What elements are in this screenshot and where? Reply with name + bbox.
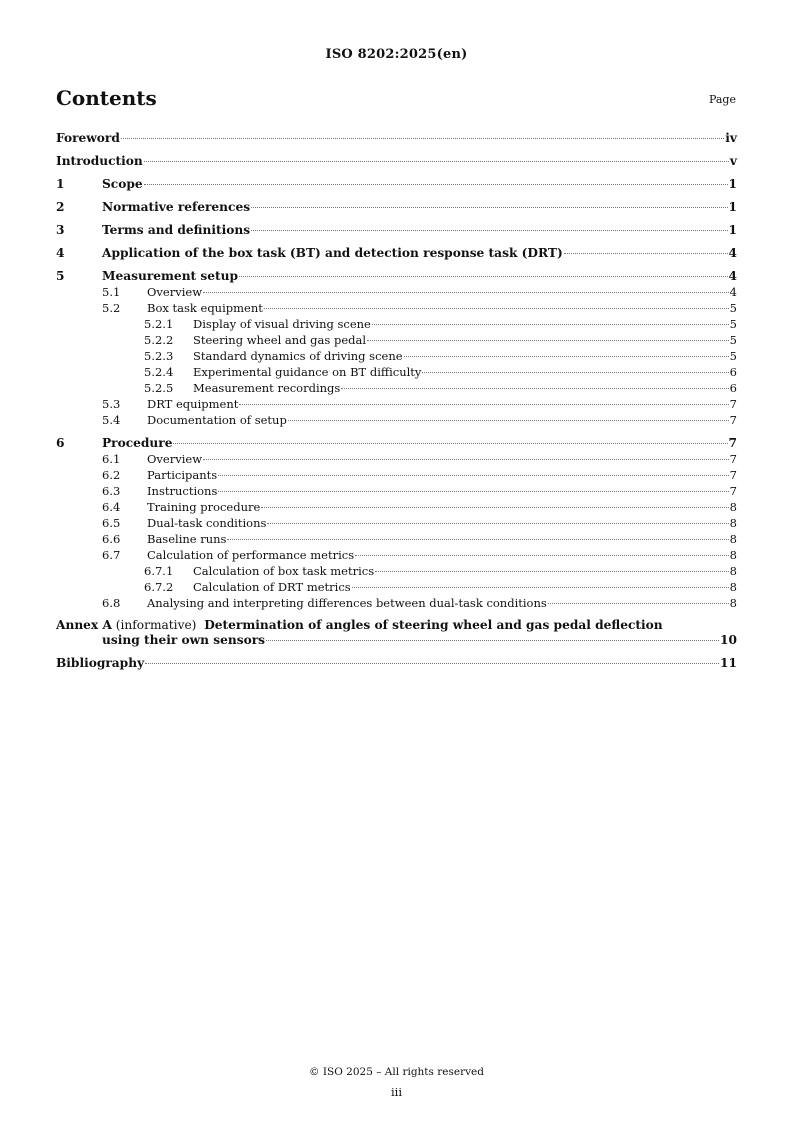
dot-leader bbox=[251, 230, 727, 231]
toc-entry-page: 4 bbox=[728, 269, 737, 283]
toc-entry[interactable] bbox=[56, 176, 737, 192]
toc-entry-page: 1 bbox=[728, 223, 737, 237]
toc-entry-page: 1 bbox=[728, 177, 737, 191]
toc-entry-number: 6.7 bbox=[102, 548, 121, 562]
dot-leader bbox=[251, 207, 727, 208]
footer-copyright: © ISO 2025 – All rights reserved bbox=[309, 1066, 484, 1078]
toc-entry-title: Procedure bbox=[102, 436, 173, 450]
toc-entry-title: Participants bbox=[147, 468, 218, 482]
toc-entry[interactable] bbox=[56, 380, 737, 396]
toc-entry-page: 4 bbox=[728, 246, 737, 260]
dot-leader bbox=[261, 507, 728, 508]
toc-entry-number: 6.7.2 bbox=[144, 580, 174, 594]
dot-leader bbox=[352, 587, 729, 588]
toc-entry[interactable] bbox=[56, 268, 737, 284]
toc-entry-page: v bbox=[729, 154, 737, 168]
toc-entry-title: Calculation of performance metrics bbox=[147, 548, 355, 562]
annex-label: Annex A bbox=[56, 618, 112, 632]
toc-entry-page: 8 bbox=[729, 532, 737, 546]
toc-entry[interactable] bbox=[56, 563, 737, 579]
toc-entry-page: 7 bbox=[729, 468, 737, 482]
toc-entry-page: 8 bbox=[729, 580, 737, 594]
toc-entry-page: 7 bbox=[728, 436, 737, 450]
toc-entry-number: 6.7.1 bbox=[144, 564, 174, 578]
annex-page: 10 bbox=[720, 633, 737, 647]
dot-leader bbox=[267, 523, 728, 524]
toc-entry-page: 4 bbox=[729, 285, 737, 299]
toc-entry-title: Display of visual driving scene bbox=[193, 317, 371, 331]
toc-entry-page: 8 bbox=[729, 564, 737, 578]
toc-entry-number: 6.5 bbox=[102, 516, 121, 530]
dot-leader bbox=[375, 571, 729, 572]
toc-entry[interactable] bbox=[56, 435, 737, 451]
dot-leader bbox=[404, 356, 729, 357]
toc-entry[interactable] bbox=[56, 595, 737, 611]
toc-entry[interactable] bbox=[56, 284, 737, 300]
toc-entry-number: 5.2.4 bbox=[144, 365, 174, 379]
toc-entry-number: 6.8 bbox=[102, 596, 121, 610]
toc-entry-number: 3 bbox=[56, 223, 65, 237]
toc-entry-title: Terms and definitions bbox=[102, 223, 251, 237]
toc-entry-number: 5.4 bbox=[102, 413, 121, 427]
toc-entry-title: Training procedure bbox=[147, 500, 261, 514]
toc-entry-title: Measurement setup bbox=[102, 269, 239, 283]
dot-leader bbox=[145, 663, 719, 664]
dot-leader bbox=[144, 161, 729, 162]
toc-entry-number: 6.1 bbox=[102, 452, 121, 466]
toc-entry-title: Calculation of DRT metrics bbox=[193, 580, 351, 594]
dot-leader bbox=[218, 475, 729, 476]
toc-entry-title: Normative references bbox=[102, 200, 251, 214]
toc-entry[interactable] bbox=[56, 364, 737, 380]
toc-entry-title: Experimental guidance on BT difficulty bbox=[193, 365, 422, 379]
dot-leader bbox=[203, 292, 729, 293]
toc-entry-page: 5 bbox=[729, 349, 737, 363]
toc-entry-number: 6 bbox=[56, 436, 65, 450]
dot-leader bbox=[239, 404, 728, 405]
dot-leader bbox=[564, 253, 728, 254]
dot-leader bbox=[144, 184, 728, 185]
toc-entry-page: 5 bbox=[729, 301, 737, 315]
dot-leader bbox=[239, 276, 727, 277]
table-of-contents bbox=[56, 130, 737, 671]
toc-entry-number: 6.2 bbox=[102, 468, 121, 482]
toc-entry-page: 8 bbox=[729, 548, 737, 562]
dot-leader bbox=[121, 138, 724, 139]
document-id-header: ISO 8202:2025(en) bbox=[325, 47, 468, 62]
toc-entry-title: Overview bbox=[147, 285, 203, 299]
toc-entry-number: 5.1 bbox=[102, 285, 121, 299]
contents-title: Contents bbox=[56, 86, 157, 110]
toc-entry-page: 1 bbox=[728, 200, 737, 214]
toc-entry[interactable] bbox=[56, 199, 737, 215]
annex-title-line1: Determination of angles of steering wheel and gas pedal deflection bbox=[204, 618, 663, 632]
dot-leader bbox=[341, 388, 728, 389]
dot-leader bbox=[173, 443, 727, 444]
dot-leader bbox=[227, 539, 728, 540]
toc-entry[interactable] bbox=[56, 316, 737, 332]
toc-entry-title: Calculation of box task metrics bbox=[193, 564, 375, 578]
toc-entry-page: 7 bbox=[729, 413, 737, 427]
toc-entry-number: 1 bbox=[56, 177, 65, 191]
toc-entry-number: 6.6 bbox=[102, 532, 121, 546]
toc-entry-page: 7 bbox=[729, 397, 737, 411]
annex-title-line2: using their own sensors bbox=[102, 633, 265, 647]
toc-entry-title: Foreword bbox=[56, 131, 120, 145]
bibliography-page: 11 bbox=[720, 656, 737, 670]
page-column-label: Page bbox=[708, 93, 736, 106]
toc-entry-number: 6.4 bbox=[102, 500, 121, 514]
toc-entry-title: Instructions bbox=[147, 484, 218, 498]
toc-entry[interactable] bbox=[56, 499, 737, 515]
toc-entry-page: 7 bbox=[729, 484, 737, 498]
toc-entry-number: 5 bbox=[56, 269, 65, 283]
toc-entry[interactable] bbox=[56, 515, 737, 531]
toc-entry[interactable] bbox=[56, 579, 737, 595]
dot-leader bbox=[372, 324, 729, 325]
toc-entry-title: Analysing and interpreting differences between dual-task conditions bbox=[147, 596, 547, 610]
footer-page-number: iii bbox=[390, 1085, 403, 1099]
dot-leader bbox=[548, 603, 729, 604]
toc-entry-page: 8 bbox=[729, 596, 737, 610]
toc-entry-number: 5.3 bbox=[102, 397, 121, 411]
toc-entry[interactable] bbox=[56, 222, 737, 238]
dot-leader bbox=[288, 420, 729, 421]
bibliography-entry[interactable] bbox=[56, 655, 737, 671]
toc-entry-title: Scope bbox=[102, 177, 143, 191]
toc-entry-number: 4 bbox=[56, 246, 65, 260]
toc-entry[interactable] bbox=[56, 300, 737, 316]
toc-entry-page: 6 bbox=[729, 381, 737, 395]
annex-type: (informative) bbox=[115, 618, 197, 632]
toc-entry-number: 6.3 bbox=[102, 484, 121, 498]
dot-leader bbox=[422, 372, 728, 373]
toc-entry-number: 2 bbox=[56, 200, 65, 214]
dot-leader bbox=[355, 555, 729, 556]
toc-entry-number: 5.2.1 bbox=[144, 317, 174, 331]
toc-entry[interactable] bbox=[56, 451, 737, 467]
toc-entry[interactable] bbox=[56, 483, 737, 499]
toc-entry-title: Documentation of setup bbox=[147, 413, 287, 427]
toc-entry-page: 5 bbox=[729, 333, 737, 347]
dot-leader bbox=[367, 340, 729, 341]
toc-entry-number: 5.2.5 bbox=[144, 381, 174, 395]
toc-entry[interactable] bbox=[56, 332, 737, 348]
toc-entry-title: Dual-task conditions bbox=[147, 516, 267, 530]
toc-entry-page: 8 bbox=[729, 516, 737, 530]
dot-leader bbox=[203, 459, 729, 460]
toc-entry[interactable] bbox=[56, 245, 737, 261]
toc-entry-title: Measurement recordings bbox=[193, 381, 341, 395]
toc-entry-title: Standard dynamics of driving scene bbox=[193, 349, 403, 363]
toc-entry[interactable] bbox=[56, 348, 737, 364]
toc-entry[interactable] bbox=[56, 547, 737, 563]
toc-entry-number: 5.2.3 bbox=[144, 349, 174, 363]
toc-entry-page: 8 bbox=[729, 500, 737, 514]
dot-leader bbox=[218, 491, 728, 492]
toc-entry-title: Introduction bbox=[56, 154, 143, 168]
toc-entry-title: Steering wheel and gas pedal bbox=[193, 333, 367, 347]
toc-entry-number: 5.2.2 bbox=[144, 333, 174, 347]
toc-entry[interactable] bbox=[56, 531, 737, 547]
toc-entry-title: DRT equipment bbox=[147, 397, 239, 411]
toc-entry-page: 7 bbox=[729, 452, 737, 466]
dot-leader bbox=[266, 640, 719, 641]
dot-leader bbox=[264, 308, 729, 309]
toc-entry[interactable] bbox=[56, 412, 737, 428]
toc-entry-title: Baseline runs bbox=[147, 532, 227, 546]
toc-entry[interactable] bbox=[56, 130, 737, 146]
toc-entry[interactable] bbox=[56, 396, 737, 412]
toc-entry-title: Application of the box task (BT) and detection response task (DRT) bbox=[102, 246, 563, 260]
toc-entry[interactable] bbox=[56, 467, 737, 483]
toc-entry-page: 5 bbox=[729, 317, 737, 331]
toc-entry-number: 5.2 bbox=[102, 301, 121, 315]
bibliography-title: Bibliography bbox=[56, 656, 145, 670]
toc-entry[interactable] bbox=[56, 153, 737, 169]
toc-entry-title: Box task equipment bbox=[147, 301, 263, 315]
toc-entry-page: 6 bbox=[729, 365, 737, 379]
toc-entry-title: Overview bbox=[147, 452, 203, 466]
annex-entry[interactable] bbox=[56, 618, 737, 648]
toc-entry-page: iv bbox=[725, 131, 737, 145]
